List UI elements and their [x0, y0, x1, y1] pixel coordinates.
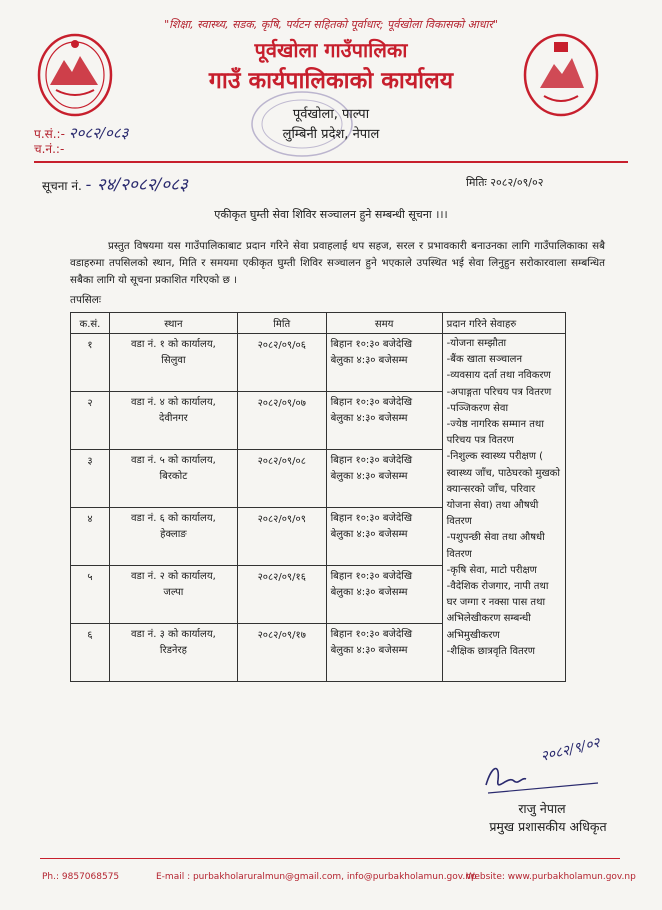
- row-date: २०८२/०९/१६: [237, 566, 326, 624]
- place-name: रिडनेरह: [159, 645, 187, 656]
- signature-date: २०८२/९/०२: [539, 734, 602, 766]
- time-start: बिहान १०:३० बजेदेखि: [330, 397, 413, 408]
- header-services: प्रदान गरिने सेवाहरु: [442, 313, 565, 334]
- row-time: [326, 566, 442, 624]
- signatory-name: राजु नेपाल: [518, 801, 566, 816]
- row-date: २०८२/०९/१७: [237, 624, 326, 682]
- row-place: [109, 624, 237, 682]
- place-office: वडा नं. १ को कार्यालय,: [130, 339, 216, 350]
- footer-phone: Ph.: 9857068575: [42, 872, 120, 882]
- cn-field: [34, 140, 64, 157]
- row-serial: ३: [71, 450, 110, 508]
- service-item: -पञ्जिकरण सेवा: [446, 402, 509, 414]
- row-time: [326, 624, 442, 682]
- time-start: बिहान १०:३० बजेदेखि: [330, 339, 413, 350]
- ps-label: प.सं.:-: [34, 127, 65, 141]
- time-start: बिहान १०:३० बजेदेखि: [330, 571, 413, 582]
- row-serial: २: [71, 392, 110, 450]
- row-time: [326, 508, 442, 566]
- service-item: -ज्येष्ठ नागरिक सम्मान तथा परिचय पत्र वितरण: [446, 419, 544, 447]
- place-name: देवीनगर: [159, 413, 188, 424]
- row-time: [326, 392, 442, 450]
- place-office: वडा नं. ६ को कार्यालय,: [130, 513, 216, 524]
- service-item: -कृषि सेवा, माटो परीक्षण: [446, 564, 537, 576]
- row-serial: ६: [71, 624, 110, 682]
- row-place: [109, 450, 237, 508]
- time-end: बेलुका ४:३० बजेसम्म: [330, 587, 408, 598]
- details-label: तपसिलः: [70, 294, 102, 306]
- place-office: वडा नं. ३ को कार्यालय,: [130, 629, 216, 640]
- time-end: बेलुका ४:३० बजेसम्म: [330, 471, 408, 482]
- row-date: २०८२/०९/०६: [237, 334, 326, 392]
- services-cell: [442, 334, 565, 682]
- address-line-2: लुम्बिनी प्रदेश, नेपाल: [282, 127, 380, 142]
- notice-body: [70, 238, 605, 289]
- row-place: [109, 334, 237, 392]
- service-item: -अपाङ्गता परिचय पत्र वितरण: [446, 386, 552, 398]
- service-item: -व्यवसाय दर्ता तथा नविकरण: [446, 370, 551, 382]
- header-serial: क.सं.: [71, 313, 110, 334]
- row-time: [326, 334, 442, 392]
- slogan: "शिक्षा, स्वास्थ्य, सडक, कृषि, पर्यटन सहितको पूर्वाधार; पूर्वखोला विकासको आधार": [164, 18, 498, 31]
- notice-number-value: - २४/२०८२/०८३: [85, 175, 188, 195]
- row-place: [109, 508, 237, 566]
- place-name: जल्पा: [163, 587, 184, 598]
- service-item: -निशुल्क स्वास्थ्य परीक्षण ( स्वास्थ्य जाँच, पाठेघरको मुखको क्यान्सरको जाँच, परिवार योजना सेवा) तथा औषधी वितरण: [446, 451, 560, 528]
- footer-divider: [40, 858, 620, 859]
- time-end: बेलुका ४:३० बजेसम्म: [330, 413, 408, 424]
- service-item: -वैदेशिक रोजगार, नापी तथा घर जग्गा र नक्सा पास तथा अभिलेखीकरण सम्बन्धी अभिमुखीकरण: [446, 581, 549, 641]
- organization-name: पूर्वखोला गाउँपालिका: [254, 38, 408, 62]
- row-place: [109, 392, 237, 450]
- row-place: [109, 566, 237, 624]
- service-item: -पशुपन्छी सेवा तथा औषधी वितरण: [446, 532, 545, 560]
- signatory-title: प्रमुख प्रशासकीय अधिकृत: [489, 819, 607, 834]
- row-date: २०८२/०९/०८: [237, 450, 326, 508]
- time-end: बेलुका ४:३० बजेसम्म: [330, 645, 408, 656]
- time-start: बिहान १०:३० बजेदेखि: [330, 513, 413, 524]
- table-header-row: [71, 313, 566, 334]
- row-date: २०८२/०९/०७: [237, 392, 326, 450]
- footer-website: Website: www.purbakholamun.gov.np: [466, 872, 636, 882]
- place-office: वडा नं. २ को कार्यालय,: [130, 571, 216, 582]
- time-end: बेलुका ४:३० बजेसम्म: [330, 529, 408, 540]
- service-item: -शैक्षिक छात्रवृति वितरण: [446, 645, 536, 657]
- row-serial: १: [71, 334, 110, 392]
- row-time: [326, 450, 442, 508]
- notice-number: [42, 172, 188, 195]
- place-name: बिरकोट: [159, 471, 188, 482]
- row-date: २०८२/०९/०९: [237, 508, 326, 566]
- notice-subject: एकीकृत घुम्ती सेवा शिविर सञ्चालन हुने सम्बन्धी सूचना ।।।: [214, 208, 448, 221]
- time-start: बिहान १०:३० बजेदेखि: [330, 455, 413, 466]
- notice-number-label: सूचना नं.: [42, 179, 82, 193]
- date-value: २०८२/०९/०२: [490, 176, 544, 189]
- ps-value: २०८२/०८३: [68, 124, 129, 142]
- schedule-table: [70, 312, 566, 682]
- notice-date: [466, 175, 543, 190]
- address-line-1: पूर्वखोला, पाल्पा: [292, 107, 370, 122]
- row-serial: ५: [71, 566, 110, 624]
- header-time: समय: [326, 313, 442, 334]
- cn-label: च.नं.:-: [34, 142, 65, 156]
- header-divider: [34, 161, 628, 163]
- body-paragraph: प्रस्तुत विषयमा यस गाउँपालिकाबाट प्रदान गरिने सेवा प्रवाहलाई थप सहज, सरल र प्रभावकारी बनाउनका लागि गाउँपालिकाका सबै वडाहरुमा तपसिलको स्थान, मिति र समयमा एकीकृत घुम्ती शिविर सञ्चालन हुने भएकाले उपस्थित भई सेवा लिनुहुन सरोकारवाला सम्बन्धित सबैका लागि यो सूचना प्रकाशित गरिएको छ ।: [70, 240, 605, 286]
- place-name: सिलुवा: [161, 355, 186, 366]
- service-item: -योजना सम्झौता: [446, 338, 507, 349]
- footer-email: E-mail : purbakholaruralmun@gmail.com, info@purbakholamun.gov.np: [156, 872, 477, 882]
- service-item: -बैंक खाता सञ्चालन: [446, 354, 522, 366]
- office-name: गाउँ कार्यपालिकाको कार्यालय: [208, 68, 454, 94]
- header-date: मिति: [237, 313, 326, 334]
- place-office: वडा नं. ५ को कार्यालय,: [130, 455, 216, 466]
- time-start: बिहान १०:३० बजेदेखि: [330, 629, 413, 640]
- time-end: बेलुका ४:३० बजेसम्म: [330, 355, 408, 366]
- header-place: स्थान: [109, 313, 237, 334]
- table-row: [71, 334, 566, 392]
- row-serial: ४: [71, 508, 110, 566]
- place-office: वडा नं. ४ को कार्यालय,: [130, 397, 216, 408]
- place-name: हेक्लाङ: [160, 529, 187, 540]
- date-label: मितिः: [466, 176, 487, 189]
